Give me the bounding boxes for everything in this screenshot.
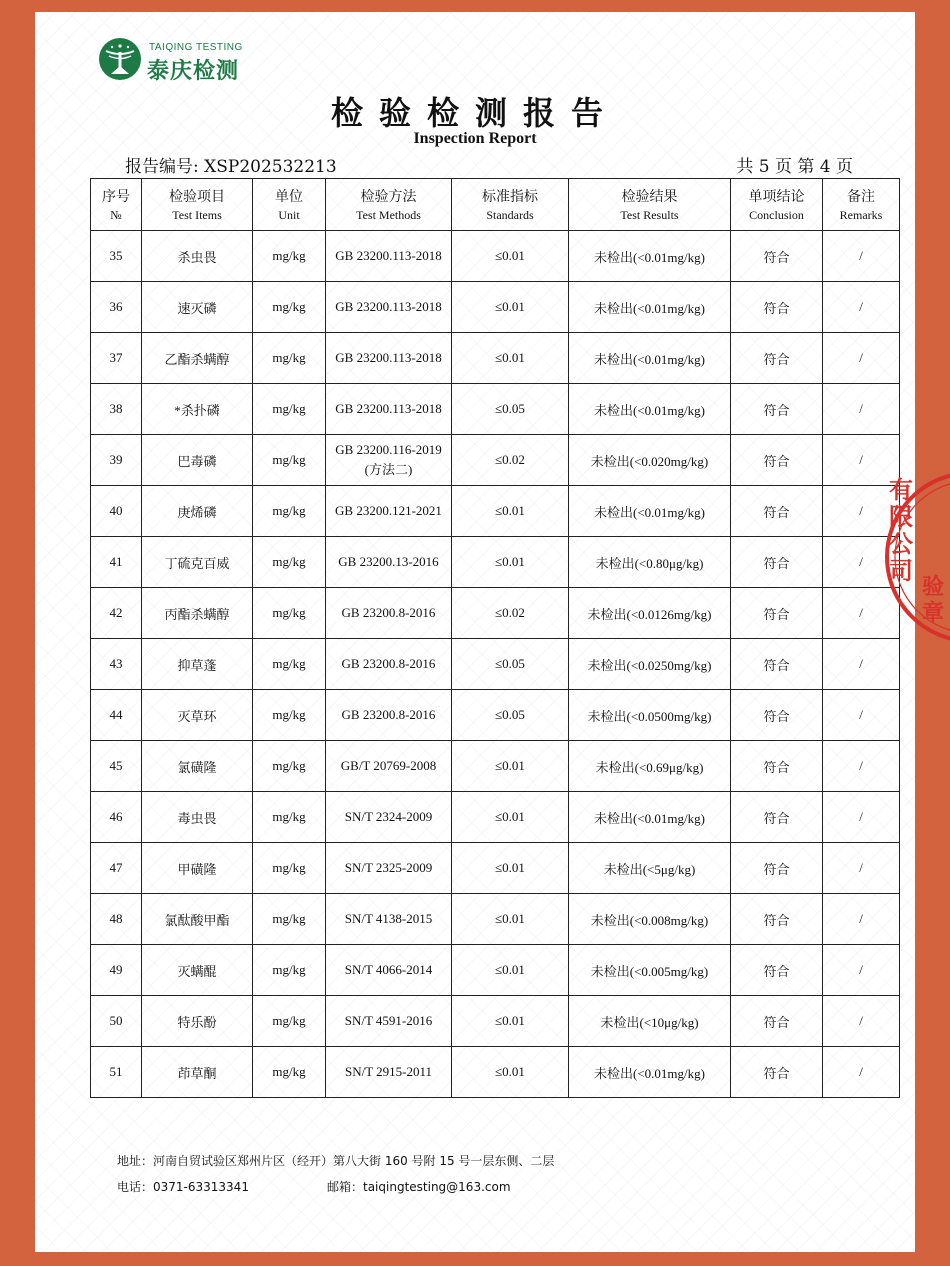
unit-cell: mg/kg: [253, 996, 326, 1047]
header-no: [91, 179, 142, 231]
conclusion-cell: 符合: [731, 690, 823, 741]
table-row: [91, 588, 900, 639]
header-result: [569, 179, 731, 231]
test-item-cell: 甲磺隆: [142, 843, 253, 894]
remarks-cell: /: [823, 486, 900, 537]
standard-cell: ≤0.02: [452, 435, 569, 486]
report-title-cn: 检验检测报告: [330, 94, 619, 132]
remarks-cell: /: [823, 639, 900, 690]
header-no-cn: 序号: [102, 188, 130, 205]
conclusion-cell: 符合: [731, 639, 823, 690]
unit-cell: mg/kg: [253, 384, 326, 435]
standard-cell: ≤0.01: [452, 1047, 569, 1098]
conclusion-cell: 符合: [731, 945, 823, 996]
test-method-cell: GB 23200.113-2018: [326, 231, 452, 282]
standard-cell: ≤0.05: [452, 690, 569, 741]
test-method-line-2: (方法二): [364, 462, 413, 477]
test-method-cell: SN/T 4138-2015: [326, 894, 452, 945]
test-method-cell: SN/T 2915-2011: [326, 1047, 452, 1098]
test-method-cell: SN/T 2324-2009: [326, 792, 452, 843]
conclusion-cell: 符合: [731, 792, 823, 843]
unit-cell: mg/kg: [253, 945, 326, 996]
row-number-cell: 39: [91, 435, 142, 486]
header-result-cn: 检验结果: [621, 188, 678, 205]
remarks-cell: /: [823, 792, 900, 843]
test-result-cell: 未检出(<0.80μg/kg): [569, 537, 731, 588]
header-method-cn: 检验方法: [360, 188, 417, 205]
test-item-cell: 灭螨醌: [142, 945, 253, 996]
unit-cell: mg/kg: [253, 639, 326, 690]
unit-cell: mg/kg: [253, 588, 326, 639]
row-number-cell: 38: [91, 384, 142, 435]
remarks-cell: /: [823, 996, 900, 1047]
header-unit-en: Unit: [278, 207, 300, 222]
table-row: [91, 231, 900, 282]
logo-chinese-name: 泰庆检测: [147, 59, 240, 84]
row-number-cell: 41: [91, 537, 142, 588]
remarks-cell: /: [823, 588, 900, 639]
conclusion-cell: 符合: [731, 282, 823, 333]
standard-cell: ≤0.05: [452, 384, 569, 435]
row-number-cell: 43: [91, 639, 142, 690]
unit-cell: mg/kg: [253, 537, 326, 588]
header-remarks: [823, 179, 900, 231]
standard-cell: ≤0.01: [452, 537, 569, 588]
test-item-cell: 庚烯磷: [142, 486, 253, 537]
standard-cell: ≤0.01: [452, 333, 569, 384]
logo-english-name: TAIQING TESTING: [149, 42, 243, 53]
test-method-cell: GB 23200.8-2016: [326, 690, 452, 741]
table-row: [91, 282, 900, 333]
test-method-cell: GB 23200.13-2016: [326, 537, 452, 588]
header-unit-cn: 单位: [275, 188, 303, 205]
unit-cell: mg/kg: [253, 435, 326, 486]
row-number-cell: 35: [91, 231, 142, 282]
row-number-cell: 42: [91, 588, 142, 639]
test-method-cell: GB 23200.113-2018: [326, 333, 452, 384]
conclusion-cell: 符合: [731, 1047, 823, 1098]
conclusion-cell: 符合: [731, 435, 823, 486]
seal-text-2: 验章: [921, 575, 944, 626]
header-standard: [452, 179, 569, 231]
standard-cell: ≤0.05: [452, 639, 569, 690]
standard-cell: ≤0.01: [452, 996, 569, 1047]
header-conclusion-cn: 单项结论: [748, 188, 805, 205]
conclusion-cell: 符合: [731, 741, 823, 792]
unit-cell: mg/kg: [253, 486, 326, 537]
header-no-en: №: [110, 207, 122, 222]
remarks-cell: /: [823, 282, 900, 333]
row-number-cell: 36: [91, 282, 142, 333]
table-row: [91, 690, 900, 741]
unit-cell: mg/kg: [253, 792, 326, 843]
test-method-cell: GB 23200.113-2018: [326, 384, 452, 435]
row-number-cell: 46: [91, 792, 142, 843]
footer-address: 地址：河南自贸试验区郑州片区（经开）第八大街 160 号附 15 号一层东侧、二层: [117, 1154, 555, 1168]
remarks-cell: /: [823, 333, 900, 384]
test-item-cell: 速灭磷: [142, 282, 253, 333]
test-item-cell: 抑草蓬: [142, 639, 253, 690]
test-method-cell: GB/T 20769-2008: [326, 741, 452, 792]
table-row: [91, 435, 900, 486]
conclusion-cell: 符合: [731, 486, 823, 537]
header-method: [326, 179, 452, 231]
row-number-cell: 47: [91, 843, 142, 894]
table-row: [91, 1047, 900, 1098]
results-table: [90, 178, 900, 1098]
table-row: [91, 384, 900, 435]
official-seal: [879, 467, 950, 647]
test-item-cell: 特乐酚: [142, 996, 253, 1047]
footer-phone: 电话：0371-63313341: [117, 1180, 249, 1194]
header-conclusion-en: Conclusion: [749, 207, 804, 222]
logo-mark-icon: [97, 36, 143, 82]
test-result-cell: 未检出(<0.020mg/kg): [569, 435, 731, 486]
standard-cell: ≤0.02: [452, 588, 569, 639]
test-result-cell: 未检出(<0.01mg/kg): [569, 792, 731, 843]
report-title-en: Inspection Report: [413, 130, 537, 147]
test-result-cell: 未检出(<0.69μg/kg): [569, 741, 731, 792]
test-method-cell: SN/T 4591-2016: [326, 996, 452, 1047]
header-standard-en: Standards: [486, 207, 534, 222]
conclusion-cell: 符合: [731, 537, 823, 588]
row-number-cell: 50: [91, 996, 142, 1047]
header-result-en: Test Results: [620, 207, 679, 222]
test-result-cell: 未检出(<0.01mg/kg): [569, 231, 731, 282]
unit-cell: mg/kg: [253, 843, 326, 894]
standard-cell: ≤0.01: [452, 282, 569, 333]
test-item-cell: 毒虫畏: [142, 792, 253, 843]
test-result-cell: 未检出(<10μg/kg): [569, 996, 731, 1047]
row-number-cell: 45: [91, 741, 142, 792]
standard-cell: ≤0.01: [452, 843, 569, 894]
conclusion-cell: 符合: [731, 588, 823, 639]
table-row: [91, 741, 900, 792]
header-item-cn: 检验项目: [169, 188, 225, 205]
unit-cell: mg/kg: [253, 282, 326, 333]
test-method-line-1: GB 23200.116-2019: [335, 442, 442, 457]
test-result-cell: 未检出(<0.0126mg/kg): [569, 588, 731, 639]
row-number-cell: 44: [91, 690, 142, 741]
test-result-cell: 未检出(<0.0250mg/kg): [569, 639, 731, 690]
header-method-en: Test Methods: [356, 207, 421, 222]
row-number-cell: 48: [91, 894, 142, 945]
header-unit: [253, 179, 326, 231]
test-result-cell: 未检出(<0.01mg/kg): [569, 1047, 731, 1098]
test-method-cell: GB 23200.8-2016: [326, 639, 452, 690]
report-page: [35, 12, 944, 1252]
test-item-cell: 乙酯杀螨醇: [142, 333, 253, 384]
seal-text: 有限公司: [889, 476, 913, 585]
test-method-cell: GB 23200.113-2018: [326, 282, 452, 333]
standard-cell: ≤0.01: [452, 792, 569, 843]
test-method-cell: GB 23200.121-2021: [326, 486, 452, 537]
standard-cell: ≤0.01: [452, 945, 569, 996]
test-result-cell: 未检出(<0.01mg/kg): [569, 486, 731, 537]
test-item-cell: *杀扑磷: [142, 384, 253, 435]
test-method-cell: GB 23200.8-2016: [326, 588, 452, 639]
conclusion-cell: 符合: [731, 996, 823, 1047]
table-row: [91, 486, 900, 537]
header-item: [142, 179, 253, 231]
unit-cell: mg/kg: [253, 333, 326, 384]
test-item-cell: 氯磺隆: [142, 741, 253, 792]
remarks-cell: /: [823, 231, 900, 282]
unit-cell: mg/kg: [253, 231, 326, 282]
table-row: [91, 333, 900, 384]
header-item-en: Test Items: [172, 207, 222, 222]
test-item-cell: 巴毒磷: [142, 435, 253, 486]
report-number: 报告编号: XSP202532213: [125, 157, 337, 177]
table-row: [91, 945, 900, 996]
standard-cell: ≤0.01: [452, 894, 569, 945]
test-result-cell: 未检出(<5μg/kg): [569, 843, 731, 894]
test-result-cell: 未检出(<0.008mg/kg): [569, 894, 731, 945]
conclusion-cell: 符合: [731, 333, 823, 384]
test-item-cell: 杀虫畏: [142, 231, 253, 282]
table-row: [91, 996, 900, 1047]
test-item-cell: 茚草酮: [142, 1047, 253, 1098]
table-row: [91, 792, 900, 843]
standard-cell: ≤0.01: [452, 741, 569, 792]
test-item-cell: 氯酞酸甲酯: [142, 894, 253, 945]
test-method-cell: SN/T 4066-2014: [326, 945, 452, 996]
row-number-cell: 40: [91, 486, 142, 537]
conclusion-cell: 符合: [731, 384, 823, 435]
standard-cell: ≤0.01: [452, 486, 569, 537]
test-method-cell: SN/T 2325-2009: [326, 843, 452, 894]
conclusion-cell: 符合: [731, 894, 823, 945]
header-standard-cn: 标准指标: [482, 188, 538, 205]
test-item-cell: 灭草环: [142, 690, 253, 741]
unit-cell: mg/kg: [253, 690, 326, 741]
test-item-cell: 丁硫克百威: [142, 537, 253, 588]
header-conclusion: [731, 179, 823, 231]
table-row: [91, 894, 900, 945]
row-number-cell: 49: [91, 945, 142, 996]
conclusion-cell: 符合: [731, 231, 823, 282]
table-header-row: [91, 179, 900, 231]
unit-cell: mg/kg: [253, 1047, 326, 1098]
row-number-cell: 37: [91, 333, 142, 384]
test-result-cell: 未检出(<0.01mg/kg): [569, 282, 731, 333]
test-result-cell: 未检出(<0.005mg/kg): [569, 945, 731, 996]
header-remarks-cn: 备注: [847, 188, 875, 205]
page-indicator: 共 5 页 第 4 页: [736, 157, 853, 177]
remarks-cell: /: [823, 435, 900, 486]
remarks-cell: /: [823, 843, 900, 894]
test-method-cell: [326, 435, 452, 486]
conclusion-cell: 符合: [731, 843, 823, 894]
table-row: [91, 639, 900, 690]
remarks-cell: /: [823, 537, 900, 588]
unit-cell: mg/kg: [253, 741, 326, 792]
remarks-cell: /: [823, 741, 900, 792]
test-result-cell: 未检出(<0.01mg/kg): [569, 333, 731, 384]
remarks-cell: /: [823, 945, 900, 996]
footer-email: 邮箱：taiqingtesting@163.com: [327, 1180, 511, 1194]
remarks-cell: /: [823, 1047, 900, 1098]
remarks-cell: /: [823, 384, 900, 435]
table-row: [91, 537, 900, 588]
table-row: [91, 843, 900, 894]
remarks-cell: /: [823, 690, 900, 741]
standard-cell: ≤0.01: [452, 231, 569, 282]
row-number-cell: 51: [91, 1047, 142, 1098]
test-result-cell: 未检出(<0.0500mg/kg): [569, 690, 731, 741]
test-result-cell: 未检出(<0.01mg/kg): [569, 384, 731, 435]
test-item-cell: 丙酯杀螨醇: [142, 588, 253, 639]
header-remarks-en: Remarks: [839, 207, 883, 222]
unit-cell: mg/kg: [253, 894, 326, 945]
remarks-cell: /: [823, 894, 900, 945]
